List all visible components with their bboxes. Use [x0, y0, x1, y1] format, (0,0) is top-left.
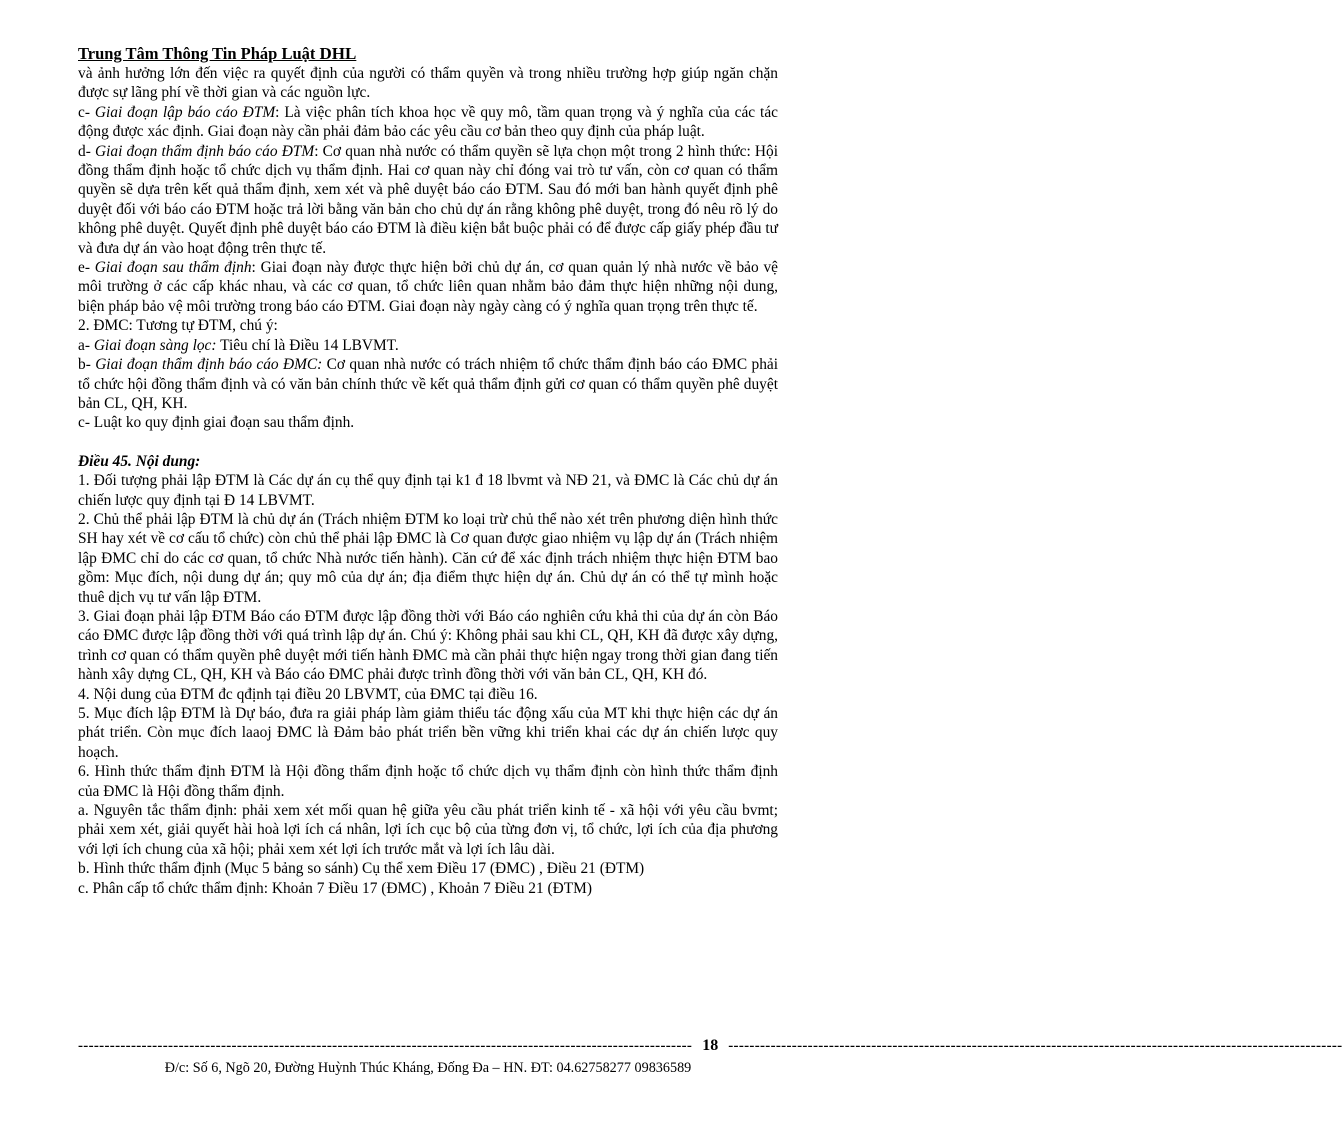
paragraph-d: [78, 142, 778, 258]
article-item-6b: b. Hình thức thẩm định (Mục 5 bảng so sánh) Cụ thể xem Điều 17 (ĐMC) , Điều 21 (ĐTM): [78, 860, 645, 878]
footer-dash-left: --------------------------------------------------------------------------------------------------------------------: [78, 1038, 693, 1054]
paragraph-c-text: : Là việc phân tích khoa học về quy mô, tầm quan trọng và ý nghĩa của các tác động được xác định. Giai đoạn này cần phải đảm bảo các yêu cầu cơ bản theo quy định của pháp luật.: [78, 103, 778, 141]
paragraph-intro: và ảnh hưởng lớn đến việc ra quyết định của người có thẩm quyền và trong nhiều trường hợp giúp ngăn chặn được sự lãng phí về thời gian và các nguồn lực.: [78, 65, 778, 102]
term-giai-doan-tham-dinh: Giai đoạn thẩm định báo cáo ĐTM: [95, 142, 315, 160]
paragraph-dmc-intro: 2. ĐMC: Tương tự ĐTM, chú ý:: [78, 317, 278, 335]
footer-rule: [78, 1036, 1342, 1056]
paragraph-c: [78, 103, 778, 142]
article-title: Điều 45. Nội dung:: [78, 452, 201, 470]
item-prefix: d-: [78, 142, 96, 160]
paragraph-dmc-a: [78, 336, 778, 355]
term-giai-doan-lap: Giai đoạn lập báo cáo ĐTM: [94, 103, 276, 121]
paragraph-e-text: : Giai đoạn này được thực hiện bởi chủ dự án, cơ quan quản lý nhà nước về bảo vệ môi trường ở các cấp khác nhau, và các cơ quan, tổ chức liên quan nhằm bảo đảm thực hiện những nội dung, biện pháp bảo vệ môi trường trong báo cáo ĐTM. Giai đoạn này ngày càng có ý nghĩa quan trọng trên thực tế.: [78, 259, 778, 315]
paragraph-dmc-b: [78, 355, 778, 413]
document-header: [78, 44, 778, 64]
item-prefix: b-: [78, 356, 96, 374]
item-prefix: a-: [78, 336, 94, 354]
term-tham-dinh-dmc: Giai đoạn thẩm định báo cáo ĐMC:: [95, 356, 323, 374]
footer-address: Đ/c: Số 6, Ngõ 20, Đường Huỳnh Thúc Kháng, Đống Đa – HN. ĐT: 04.62758277 09836589: [164, 1060, 692, 1076]
article-item-1: 1. Đối tượng phải lập ĐTM là Các dự án cụ thể quy định tại k1 đ 18 lbvmt và NĐ 21, và ĐMC là Các chủ dự án chiến lược quy định tại Đ 14 LBVMT.: [78, 472, 778, 509]
term-giai-doan-sau: Giai đoạn sau thẩm định: [94, 259, 252, 277]
article-item-6a: a. Nguyên tắc thẩm định: phải xem xét mối quan hệ giữa yêu cầu phát triển kinh tế - xã hội với yêu cầu bvmt; phải xem xét, giải quyết hài hoà lợi ích cá nhân, lợi ích cục bộ của từng đơn vị, tổ chức, lợi ích của địa phương với lợi ích chung của xã hội; phải xem xét lợi ích trước mắt và lợi ích lâu dài.: [78, 802, 778, 858]
header-brand: DHL: [319, 44, 357, 63]
header-title: Trung Tâm Thông Tin Pháp Luật: [78, 44, 320, 63]
term-sang-loc: Giai đoạn sàng lọc:: [93, 336, 217, 354]
page-number: 18: [702, 1037, 719, 1054]
article-item-2: 2. Chủ thể phải lập ĐTM là chủ dự án (Trách nhiệm ĐTM ko loại trừ chủ thể nào xét trên phương diện hình thức SH hay xét về cơ cấu tổ chức) còn chủ thể phải lập ĐMC là Cơ quan được giao nhiệm vụ lập dự án (Trách nhiệm lập ĐMC chỉ do các cơ quan, tổ chức Nhà nước tiến hành). Căn cứ để xác định trách nhiệm thực hiện ĐTM bao gồm: Mục đích, nội dung dự án; quy mô của dự án; địa điểm thực hiện dự án. Chủ dự án có thể tự mình hoặc thuê dịch vụ tư vấn lập ĐTM.: [78, 510, 778, 606]
article-item-3: 3. Giai đoạn phải lập ĐTM Báo cáo ĐTM được lập đồng thời với Báo cáo nghiên cứu khả thi của dự án còn Báo cáo ĐMC được lập đồng thời với quá trình lập dự án. Chú ý: Không phải sau khi CL, QH, KH đã được xây dựng, trình cơ quan có thẩm quyền phê duyệt mới tiến hành ĐMC mà cần phải thực hiện ngay trong thời gian đang tiến hành xây dựng CL, QH, KH và Báo cáo ĐMC phải được trình đồng thời với văn bản CL, QH, KH đó.: [78, 607, 778, 684]
item-prefix: e-: [78, 259, 95, 277]
article-item-6: 6. Hình thức thẩm định ĐTM là Hội đồng thẩm định hoặc tổ chức dịch vụ thẩm định còn hình thức thẩm định của ĐMC là Hội đồng thẩm định.: [78, 763, 778, 800]
page-footer: [78, 1036, 1342, 1078]
section-gap: [78, 433, 778, 452]
article-item-6c: c. Phân cấp tổ chức thẩm định: Khoản 7 Điều 17 (ĐMC) , Khoản 7 Điều 21 (ĐTM): [78, 879, 592, 897]
article-item-4: 4. Nội dung của ĐTM đc qđịnh tại điều 20 LBVMT, của ĐMC tại điều 16.: [78, 685, 538, 703]
footer-dash-right: --------------------------------------------------------------------------------------------------------------------: [728, 1038, 1342, 1054]
paragraph-dmc-a-text: Tiêu chí là Điều 14 LBVMT.: [216, 336, 399, 354]
paragraph-dmc-c: c- Luật ko quy định giai đoạn sau thẩm định.: [78, 414, 355, 432]
item-prefix: c-: [78, 103, 95, 121]
document-page: [78, 44, 778, 898]
paragraph-dmc-b-text: Cơ quan nhà nước có trách nhiệm tổ chức thẩm định báo cáo ĐMC phải tổ chức hội đồng thẩm định và có văn bản chính thức về kết quả thẩm định gửi cơ quan có thẩm quyền phê duyệt bản CL, QH, KH.: [78, 356, 778, 412]
paragraph-e: [78, 258, 778, 316]
article-item-5: 5. Mục đích lập ĐTM là Dự báo, đưa ra giải pháp làm giảm thiểu tác động xấu của MT khi thực hiện các dự án phát triển. Còn mục đích laaoj ĐMC là Đảm bảo phát triển bền vững khi triển khai các dự án chiến lược quy hoạch.: [78, 705, 778, 761]
paragraph-d-text: : Cơ quan nhà nước có thẩm quyền sẽ lựa chọn một trong 2 hình thức: Hội đồng thẩm định hoặc tổ chức dịch vụ thẩm định. Hai cơ quan này chỉ đóng vai trò tư vấn, còn cơ quan có thẩm quyền sẽ dựa trên kết quả thẩm định, xem xét và phê duyệt báo cáo ĐTM. Sau đó mới ban hành quyết định phê duyệt đối với báo cáo ĐTM hoặc trả lời bằng văn bản cho chủ dự án rằng không phê duyệt, trong đó nêu rõ lý do không phê duyệt. Quyết định phê duyệt báo cáo ĐTM là điều kiện bắt buộc phải có để được cấp giấy phép đầu tư và đưa dự án vào hoạt động trên thực tế.: [78, 142, 779, 257]
